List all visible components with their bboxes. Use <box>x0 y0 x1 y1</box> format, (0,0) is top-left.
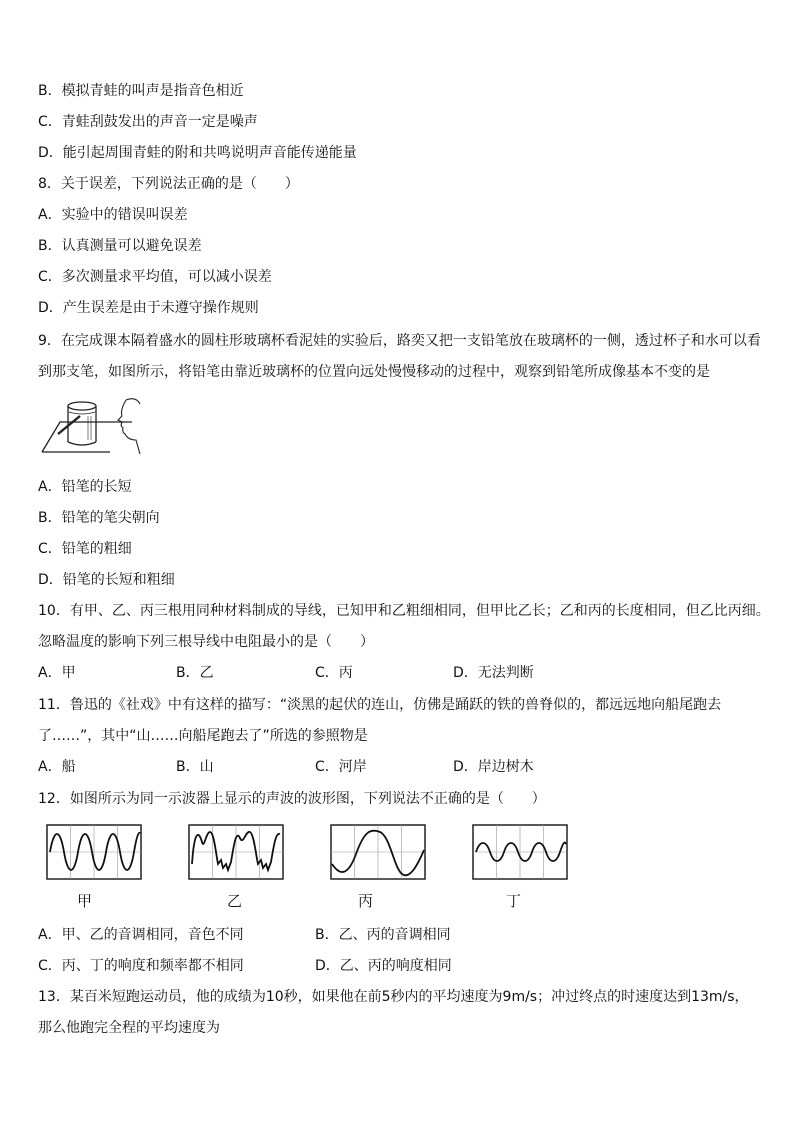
q9-option-a: A．铅笔的长短 <box>38 479 132 495</box>
q10-option-b: B．乙 <box>176 665 214 681</box>
q10-stem-line1: 10．有甲、乙、丙三根用同种材料制成的导线，已知甲和乙粗细相同，但甲比乙长；乙和丙的长度相同，但乙比丙细。 <box>38 603 770 619</box>
q9-stem-line1: 9．在完成课本隔着盛水的圆柱形玻璃杯看泥娃的实验后，路奕又把一支铅笔放在玻璃杯的一侧，透过杯子和水可以看 <box>38 333 761 349</box>
q9-stem-line2: 到那支笔，如图所示，将铅笔由靠近玻璃杯的位置向远处慢慢移动的过程中，观察到铅笔所成像基本不变的是 <box>38 364 710 380</box>
waveform-yi <box>188 824 284 880</box>
q8-option-b: B．认真测量可以避免误差 <box>38 238 202 254</box>
q13-stem-line2: 那么他跑完全程的平均速度为 <box>38 1020 220 1036</box>
q8-stem: 8．关于误差，下列说法正确的是（ ） <box>38 176 299 192</box>
q11-option-a: A．船 <box>38 759 76 775</box>
waveform-ding <box>472 824 568 880</box>
q12-stem: 12．如图所示为同一示波器上显示的声波的波形图，下列说法不正确的是（ ） <box>38 791 546 807</box>
q10-option-d: D．无法判断 <box>453 665 534 681</box>
q10-option-c: C．丙 <box>315 665 353 681</box>
q12-option-c: C．丙、丁的响度和频率都不相同 <box>38 958 244 974</box>
q8-option-d: D．产生误差是由于未遵守操作规则 <box>38 300 259 316</box>
q11-option-b: B．山 <box>176 759 214 775</box>
q9-option-b: B．铅笔的笔尖朝向 <box>38 510 160 526</box>
q12-option-a: A．甲、乙的音调相同，音色不同 <box>38 927 244 943</box>
q9-option-d: D．铅笔的长短和粗细 <box>38 572 175 588</box>
pencil-glass-figure <box>40 396 150 462</box>
q12-option-d: D．乙、丙的响度相同 <box>315 958 452 974</box>
wave-label-ding: 丁 <box>506 892 522 910</box>
wave-label-jia: 甲 <box>77 892 93 910</box>
q8-option-c: C．多次测量求平均值，可以减小误差 <box>38 269 272 285</box>
waveform-jia <box>46 824 142 880</box>
q10-option-a: A．甲 <box>38 665 76 681</box>
wave-label-yi: 乙 <box>227 892 243 910</box>
q8-option-a: A．实验中的错误叫误差 <box>38 207 188 223</box>
q11-stem-line1: 11．鲁迅的《社戏》中有这样的描写：“淡黑的起伏的连山，仿佛是踊跃的铁的兽脊似的，都远远地向船尾跑去 <box>38 697 722 713</box>
q7-option-c: C．青蛙刮鼓发出的声音一定是噪声 <box>38 114 258 130</box>
q7-option-d: D．能引起周围青蛙的附和共鸣说明声音能传递能量 <box>38 145 357 161</box>
waveform-bing <box>330 824 426 880</box>
q13-stem-line1: 13．某百米短跑运动员，他的成绩为10秒，如果他在前5秒内的平均速度为9m/s；冲过终点的时速度达到13m/s， <box>38 989 749 1005</box>
q12-option-b: B．乙、丙的音调相同 <box>315 927 451 943</box>
q10-stem-line2: 忽略温度的影响下列三根导线中电阻最小的是（ ） <box>38 634 374 650</box>
q9-option-c: C．铅笔的粗细 <box>38 541 132 557</box>
q11-option-d: D．岸边树木 <box>453 759 534 775</box>
q11-option-c: C．河岸 <box>315 759 367 775</box>
wave-label-bing: 丙 <box>358 892 374 910</box>
q11-stem-line2: 了……”，其中“山……向船尾跑去了”所选的参照物是 <box>38 728 368 744</box>
q7-option-b: B．模拟青蛙的叫声是指音色相近 <box>38 83 244 99</box>
